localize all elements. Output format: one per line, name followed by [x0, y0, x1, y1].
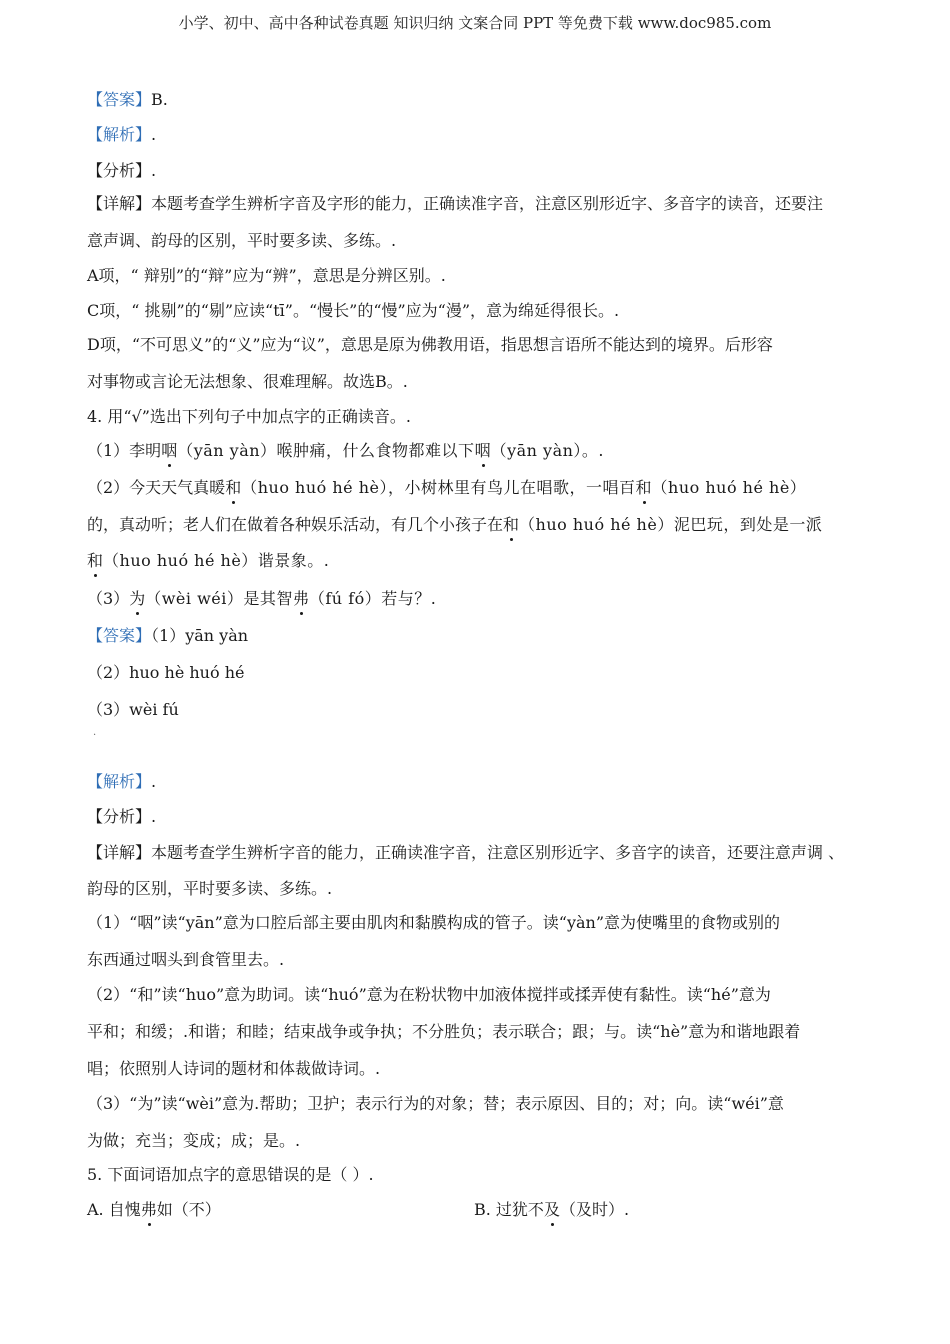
q4-sentence-2-line-3 [87, 551, 877, 571]
q4-s3-text-b: （wèi wéi）是其智 [145, 589, 293, 608]
q4-s1-text-b: （yān yàn）喉肿痛，什么食物都难以下 [177, 441, 475, 460]
dotted-char: 为 [129, 589, 146, 608]
q4-explain-1-line-1: （1）“咽”读“yān”意为口腔后部主要由肌肉和黏膜构成的管子。读“yàn”意为使嘴里的食物或别的 [87, 913, 781, 932]
question-4-title: 4. 用“√”选出下列句子中加点字的正确读音。. [87, 407, 411, 426]
option-a-pre: A. 自愧 [87, 1200, 141, 1219]
xiangjie-line-2: 意声调、韵母的区别，平时要多读、多练。. [87, 231, 397, 250]
xiangjie-text: 本题考查学生辨析字音的能力，正确读准字音，注意区别形近字、多音字的读音，还要注意声调 、 [151, 843, 845, 862]
option-b-post: （及时）. [559, 1200, 630, 1219]
fenxi-tag: 【分析】 [87, 161, 152, 180]
dotted-char: 和 [635, 478, 652, 497]
answer-line [87, 90, 877, 110]
option-b-pre: B. 过犹不 [474, 1200, 544, 1219]
q4-sentence-2-line-1 [87, 478, 877, 498]
q4-explain-1-line-2: 东西通过咽头到食管里去。. [87, 950, 285, 969]
small-mark: . [93, 727, 97, 738]
q4-explain-2-line-3: 唱；依照别人诗词的题材和体裁做诗词。. [87, 1059, 381, 1078]
dotted-char: 咽 [474, 441, 491, 460]
dotted-char: 弗 [140, 1200, 157, 1219]
q4-sentence-2-line-2 [87, 515, 877, 535]
fenxi-text: . [151, 807, 157, 826]
answer-tag: 【答案】 [87, 626, 152, 645]
q4-s2-text-a: （2）今天天气真暖 [87, 478, 226, 497]
question-5-title: 5. 下面词语加点字的意思错误的是（ ）. [87, 1165, 374, 1184]
q4-sentence-1 [87, 441, 877, 461]
xiangjie-text: 本题考查学生辨析字音及字形的能力，正确读准字音，注意区别形近字、多音字的读音，还要注 [151, 194, 824, 213]
q4-explain-3-line-2: 为做；充当；变成；成；是。. [87, 1131, 301, 1150]
explain-a: A项，“ 辩别”的“辩”应为“辨”，意思是分辨区别。. [87, 266, 446, 285]
xiangjie-tag: 【详解】 [87, 843, 152, 862]
explain-d-2: 对事物或言论无法想象、很难理解。故选B。. [87, 372, 408, 391]
q4-s1-text-c: （yān yàn）。. [490, 441, 605, 460]
dotted-char: 咽 [161, 441, 178, 460]
q4-s3-text-a: （3） [87, 589, 130, 608]
q4-answer-line [87, 626, 877, 646]
option-a [87, 1200, 221, 1219]
dotted-char: 和 [225, 478, 242, 497]
page-header: 小学、初中、高中各种试卷真题 知识归纳 文案合同 PPT 等免费下载 www.doc985.com [178, 14, 772, 32]
fenxi-tag: 【分析】 [87, 807, 152, 826]
q4-s2-text-e: （huo huó hé hè）泥巴玩，到处是一派 [519, 515, 823, 534]
answer-text: B. [151, 90, 168, 109]
answer-tag: 【答案】 [87, 90, 152, 109]
option-b [474, 1200, 629, 1220]
q4-s2-text-b: （huo huó hé hè），小树林里有鸟儿在唱歌，一唱百 [241, 478, 636, 497]
dotted-char: 及 [543, 1200, 560, 1219]
jiexi-text: . [151, 125, 157, 144]
q4-ans-3: （3）wèi fú [87, 700, 179, 719]
q4-s2-text-f: （huo huó hé hè）谐景象。. [103, 551, 330, 570]
fenxi-line [87, 161, 877, 181]
jiexi-text: . [151, 772, 157, 791]
q4-explain-2-line-2: 平和；和缓；.和谐；和睦；结束战争或争执；不分胜负；表示联合；跟；与。读“hè”意为和谐地跟着 [87, 1022, 801, 1041]
q4-s1-text-a: （1）李明 [87, 441, 162, 460]
dotted-char: 弗 [292, 589, 309, 608]
fenxi-text: . [151, 161, 157, 180]
jiexi-line [87, 125, 877, 145]
q4-explain-2-line-1: （2）“和”读“huo”意为助词。读“huó”意为在粉状物中加液体搅拌或揉弄使有黏性。读“hé”意为 [87, 985, 771, 1004]
xiangjie-line-1 [87, 194, 877, 214]
q4-xiangjie-line-2: 韵母的区别，平时要多读、多练。. [87, 879, 333, 898]
q4-explain-3-line-1: （3）“为”读“wèi”意为.帮助；卫护；表示行为的对象；替；表示原因、目的；对；向。读“wéi”意 [87, 1094, 784, 1113]
q4-jiexi-line [87, 772, 877, 792]
q4-ans-1: （1）yān yàn [151, 626, 249, 645]
q4-fenxi-line [87, 807, 877, 827]
q4-s2-text-d: 的，真动听；老人们在做着各种娱乐活动，有几个小孩子在 [87, 515, 504, 534]
q4-s3-text-c: （fú fó）若与？. [308, 589, 437, 608]
explain-c: C项，“ 挑剔”的“剔”应读“tī”。“慢长”的“慢”应为“漫”，意为绵延得很长。. [87, 301, 620, 320]
explain-d-1: D项，“不可思义”的“义”应为“议”，意思是原为佛教用语，指思想言语所不能达到的境界。后形容 [87, 335, 773, 354]
jiexi-tag: 【解析】 [87, 772, 152, 791]
q4-xiangjie-line-1 [87, 843, 877, 863]
q4-sentence-3 [87, 589, 877, 609]
xiangjie-tag: 【详解】 [87, 194, 152, 213]
q5-options [87, 1200, 877, 1220]
q4-ans-2: （2）huo hè huó hé [87, 663, 245, 682]
q4-s2-text-c: （huo huó hé hè） [651, 478, 807, 497]
dotted-char: 和 [503, 515, 520, 534]
jiexi-tag: 【解析】 [87, 125, 152, 144]
option-a-post: 如（不） [156, 1200, 221, 1219]
dotted-char: 和 [87, 551, 104, 570]
